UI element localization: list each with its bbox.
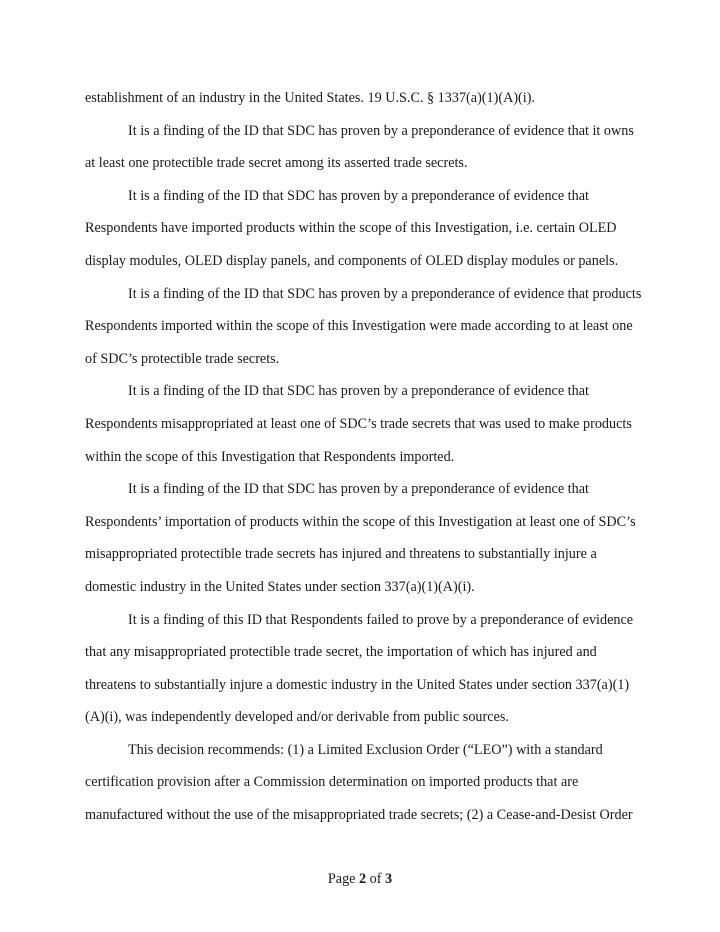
paragraph: It is a finding of the ID that SDC has proven by a preponderance of evidence that products Respondents imported within the scope of this Investigation were made according to at least one of SDC’s protectible trade secrets. xyxy=(85,285,642,367)
paragraph: establishment of an industry in the United States. 19 U.S.C. § 1337(a)(1)(A)(i). xyxy=(85,90,535,106)
paragraph: This decision recommends: (1) a Limited Exclusion Order (“LEO”) with a standard certification provision after a Commission determination on imported products that are manufactured without the use of the misappropriated trade secrets; (2) a Cease-and-Desist Order xyxy=(85,741,633,824)
document-body xyxy=(85,82,645,832)
paragraph: It is a finding of this ID that Respondents failed to prove by a preponderance of evidence that any misappropriated protectible trade secret, the importation of which has injured and threatens to substantially injure a domestic industry in the United States under section 337(a)(1)(A)(i), was independently developed and/or derivable from public sources. xyxy=(85,611,634,726)
page-number: 2 xyxy=(359,871,367,887)
paragraph: It is a finding of the ID that SDC has proven by a preponderance of evidence that it owns at least one protectible trade secret among its asserted trade secrets. xyxy=(85,122,634,172)
page-word: Page xyxy=(327,871,356,887)
paragraph: It is a finding of the ID that SDC has proven by a preponderance of evidence that Respondents misappropriated at least one of SDC’s trade secrets that was used to make products within the scope of this Investigation that Respondents imported. xyxy=(85,383,632,465)
paragraph: It is a finding of the ID that SDC has proven by a preponderance of evidence that Respondents have imported products within the scope of this Investigation, i.e. certain OLED display modules, OLED display panels, and components of OLED display modules or panels. xyxy=(85,187,619,269)
of-word: of xyxy=(369,871,382,887)
page-footer xyxy=(0,871,720,888)
page-total: 3 xyxy=(385,871,393,887)
paragraph: It is a finding of the ID that SDC has proven by a preponderance of evidence that Respondents’ importation of products within the scope of this Investigation at least one of SDC’s misappropriated protectible trade secrets has injured and threatens to substantially injure a domestic industry in the United States under section 337(a)(1)(A)(i). xyxy=(85,481,636,595)
